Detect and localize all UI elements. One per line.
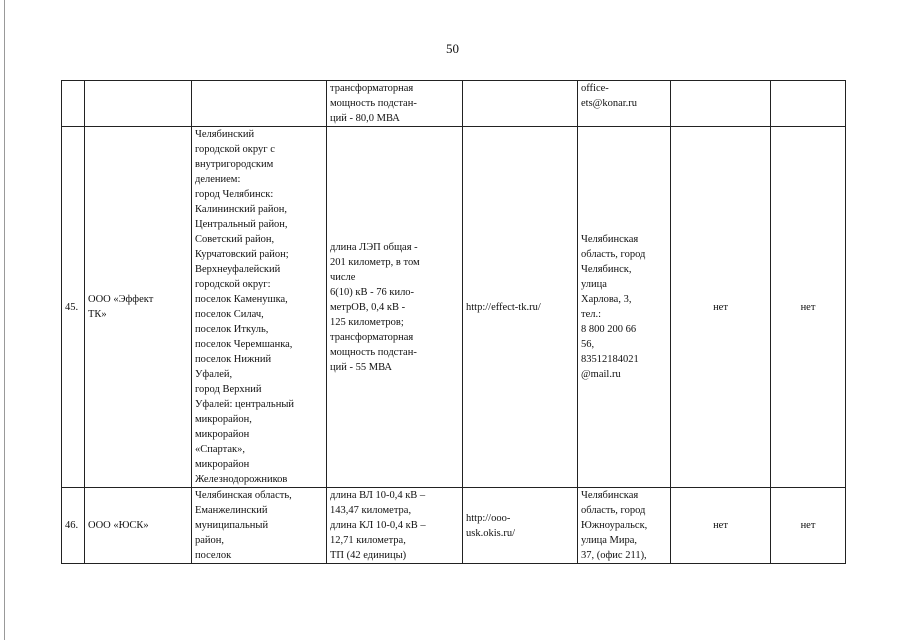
contacts-cell: Челябинская область, город Челябинск, улица Харлова, 3, тел.: 8 800 200 66 56, 83512184021 @mail.ru bbox=[578, 127, 671, 488]
website-cell bbox=[463, 81, 578, 127]
contacts-cell: office- ets@konar.ru bbox=[578, 81, 671, 127]
website-cell: http://ooo- usk.okis.ru/ bbox=[463, 488, 578, 564]
organization-name-cell bbox=[85, 81, 192, 127]
organization-name-cell: ООО «ЮСК» bbox=[85, 488, 192, 564]
territory-cell: Челябинская область, Еманжелинский муниципальный район, поселок bbox=[192, 488, 327, 564]
characteristics-cell: длина ВЛ 10-0,4 кВ – 143,47 километра, длина КЛ 10-0,4 кВ – 12,71 километра, ТП (42 единицы) bbox=[327, 488, 463, 564]
row-number-cell bbox=[62, 81, 85, 127]
column-7-cell bbox=[671, 81, 771, 127]
table-row bbox=[62, 127, 846, 488]
column-7-cell: нет bbox=[671, 488, 771, 564]
page-edge-line bbox=[4, 0, 5, 640]
row-number-cell: 46. bbox=[62, 488, 85, 564]
characteristics-cell: длина ЛЭП общая - 201 километр, в том числе 6(10) кВ - 76 кило- метрОВ, 0,4 кВ - 125 километров; трансформаторная мощность подстан- ций - 55 МВА bbox=[327, 127, 463, 488]
row-number-cell: 45. bbox=[62, 127, 85, 488]
column-8-cell: нет bbox=[771, 488, 846, 564]
territory-cell: Челябинский городской округ с внутригородским делением: город Челябинск: Калининский район, Центральный район, Советский район, Курчатовский район; Верхнеуфалейский городской округ: поселок Каменушка, поселок Силач, поселок Иткуль, поселок Черемшанка, поселок Нижний Уфалей, город Верхний Уфалей: центральный микрорайон, микрорайон «Спартак», микрорайон Железнодорожников bbox=[192, 127, 327, 488]
table-row bbox=[62, 81, 846, 127]
table-row bbox=[62, 488, 846, 564]
column-8-cell bbox=[771, 81, 846, 127]
page-number: 50 bbox=[446, 41, 459, 56]
website-cell: http://effect-tk.ru/ bbox=[463, 127, 578, 488]
organization-name-cell: ООО «Эффект ТК» bbox=[85, 127, 192, 488]
territory-cell bbox=[192, 81, 327, 127]
column-8-cell: нет bbox=[771, 127, 846, 488]
characteristics-cell: трансформаторная мощность подстан- ций - 80,0 МВА bbox=[327, 81, 463, 127]
column-7-cell: нет bbox=[671, 127, 771, 488]
registry-table bbox=[61, 80, 846, 564]
contacts-cell: Челябинская область, город Южноуральск, улица Мира, 37, (офис 211), bbox=[578, 488, 671, 564]
